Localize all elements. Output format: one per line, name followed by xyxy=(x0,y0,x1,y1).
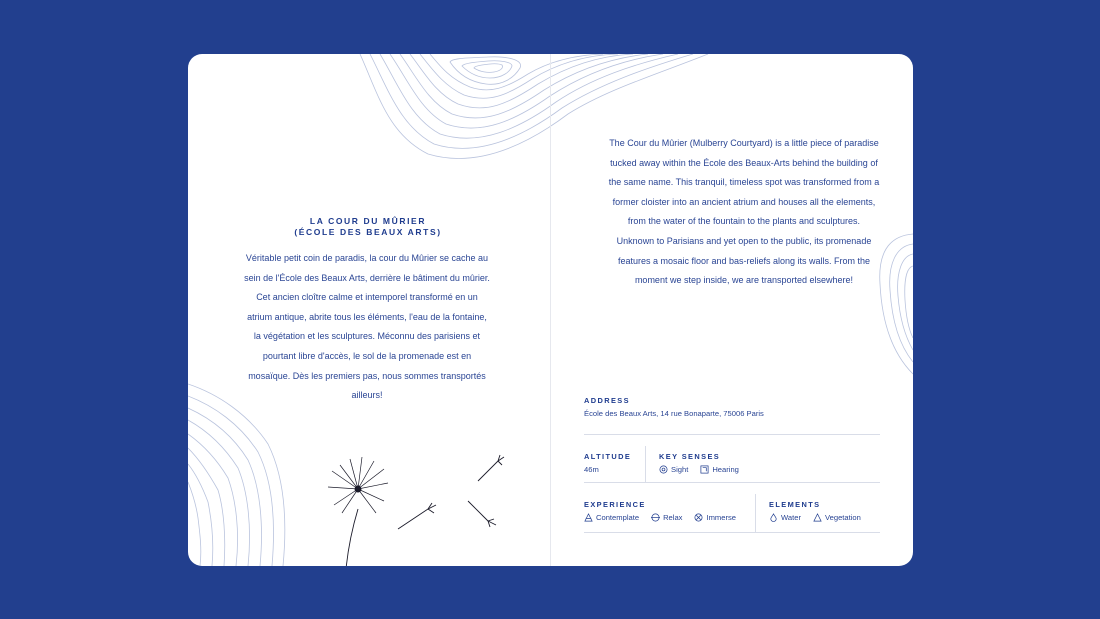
element-label: Water xyxy=(781,513,801,522)
water-drop-icon xyxy=(769,513,778,522)
altitude-cell xyxy=(584,452,631,488)
experience-item-label: Relax xyxy=(663,513,683,522)
altitude-value: 46m xyxy=(584,465,599,474)
experience-contemplate xyxy=(584,513,639,522)
elements-list xyxy=(769,513,861,522)
experience-item-label: Immerse xyxy=(706,513,737,522)
sense-label: Sight xyxy=(671,465,689,474)
title-line-1: LA COUR DU MÛRIER xyxy=(309,216,427,226)
open-booklet xyxy=(188,54,913,566)
contemplate-icon xyxy=(584,513,593,522)
sense-hearing xyxy=(700,465,739,474)
element-label: Vegetation xyxy=(824,513,861,522)
address-row xyxy=(584,396,880,435)
ear-icon xyxy=(700,465,709,474)
dandelion-illustration xyxy=(318,409,518,566)
title-line-2: (ÉCOLE DES BEAUX ARTS) xyxy=(294,227,442,237)
experience-label: EXPERIENCE xyxy=(584,500,646,509)
vegetation-triangle-icon xyxy=(813,513,822,522)
experience-cell xyxy=(584,500,736,538)
eye-icon xyxy=(659,465,668,474)
senses-list xyxy=(659,465,739,474)
address-value: École des Beaux Arts, 14 rue Bonaparte, 75006 Paris xyxy=(584,409,764,418)
elements-cell xyxy=(769,500,861,538)
relax-icon xyxy=(651,513,660,522)
experience-relax xyxy=(651,513,682,522)
sense-label: Hearing xyxy=(712,465,739,474)
experience-immerse xyxy=(694,513,736,522)
altitude-senses-row xyxy=(584,446,880,483)
divider xyxy=(645,446,646,482)
address-label: ADDRESS xyxy=(584,396,630,405)
sense-sight xyxy=(659,465,688,474)
element-vegetation xyxy=(813,513,861,522)
experience-elements-row xyxy=(584,494,880,533)
senses-cell xyxy=(659,452,739,488)
altitude-label: ALTITUDE xyxy=(584,452,632,461)
immerse-icon xyxy=(694,513,703,522)
book-spine xyxy=(550,54,551,566)
english-description: The Cour du Mûrier (Mulberry Courtyard) is a little piece of paradise tucked away within the École des Beaux-Arts behind the building of the same name. This tranquil, timeless spot was transformed from a former cloister into an ancient atrium and houses all the elements, from the water of the fountain to the plants and sculptures. Unknown to Parisians and yet open to the public, its promenade features a mosaic floor and bas-reliefs along its walls. From the moment we step inside, we are transported elsewhere! xyxy=(608,138,880,286)
experience-item-label: Contemplate xyxy=(596,513,640,522)
experience-list xyxy=(584,513,736,522)
divider xyxy=(755,494,756,532)
element-water xyxy=(769,513,801,522)
french-description: Véritable petit coin de paradis, la cour du Mûrier se cache au sein de l'École des Beaux Arts, derrière le bâtiment du mûrier. Cet ancien cloître calme et intemporel transformé en un atrium antique, abrite tous les éléments, l'eau de la fontaine, la végétation et les sculptures. Méconnu des parisiens et pourtant libre d'accès, le sol de la promenade est en mosaïque. Dès les premiers pas, nous sommes transportés ailleurs! xyxy=(244,253,490,401)
elements-label: ELEMENTS xyxy=(769,500,821,509)
page-title xyxy=(248,216,488,238)
senses-label: KEY SENSES xyxy=(659,452,721,461)
